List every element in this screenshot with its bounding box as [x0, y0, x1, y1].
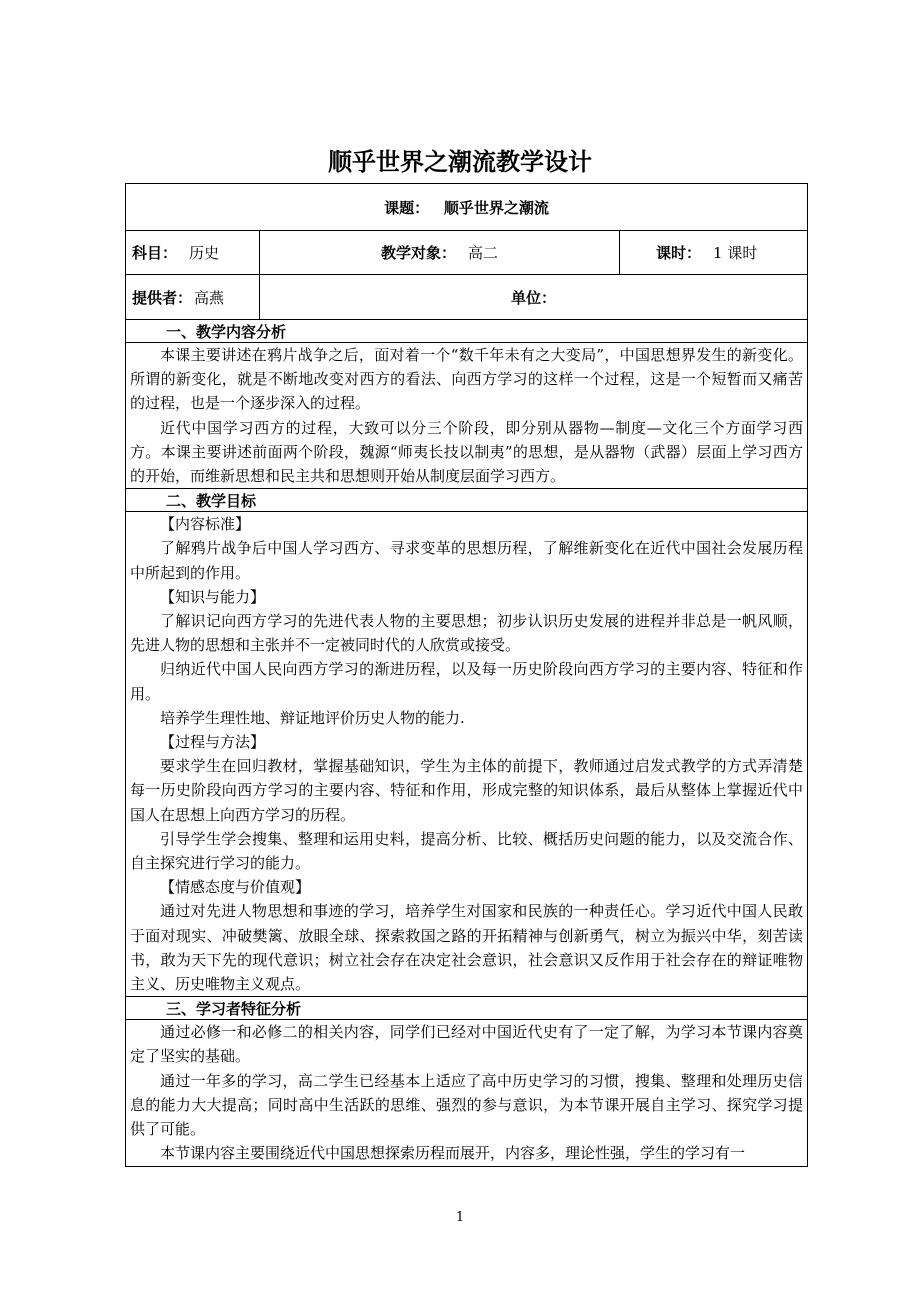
document-title: 顺乎世界之潮流教学设计 [328, 148, 592, 176]
subject-label: 科目： [132, 244, 178, 262]
section-heading-objectives: 二、教学目标 [126, 489, 808, 512]
audience-cell [260, 231, 620, 275]
paragraph: 近代中国学习西方的过程，大致可以分三个阶段，即分别从器物—制度—文化三个方面学习西方。本课主要讲述前面两个阶段，魏源“师夷长技以制夷”的思想，是从器物（武器）层面上学习西方的开始，而维新思想和民主共和思想则开始从制度层面学习西方。 [130, 418, 803, 486]
topic-label: 课题： [384, 198, 430, 217]
subheading: 【情感态度与价值观】 [160, 878, 311, 897]
section-body-content-analysis [126, 343, 808, 489]
hours-label: 课时： [656, 244, 702, 262]
section-heading-learner-analysis: 三、学习者特征分析 [126, 997, 808, 1020]
subject-value: 历史 [189, 244, 220, 262]
paragraph: 通过对先进人物思想和事迹的学习，培养学生对国家和民族的一种责任心。学习近代中国人民敢于面对现实、冲破樊篱、放眼全球、探索救国之路的开拓精神与创新勇气，树立为振兴中华，刻苦读书，敢为天下先的现代意识；树立社会存在决定社会意识，社会意识又反作用于社会存在的辩证唯物主义、历史唯物主义观点。 [130, 902, 803, 994]
subheading: 【内容标准】 [160, 515, 251, 534]
paragraph: 通过必修一和必修二的相关内容，同学们已经对中国近代史有了一定了解，为学习本节课内容奠定了坚实的基础。 [130, 1023, 803, 1066]
section-body-learner-analysis [126, 1020, 808, 1166]
subject-cell [126, 231, 260, 275]
topic-row [126, 184, 808, 231]
subheading: 【过程与方法】 [160, 733, 266, 752]
paragraph: 本节课内容主要围绕近代中国思想探索历程而展开，内容多，理论性强，学生的学习有一 [160, 1144, 746, 1163]
paragraph: 归纳近代中国人民向西方学习的渐进历程，以及每一历史阶段向西方学习的主要内容、特征和作用。 [130, 660, 803, 703]
section-heading-content-analysis: 一、教学内容分析 [126, 320, 808, 343]
paragraph: 了解识记向西方学习的先进代表人物的主要思想；初步认识历史发展的进程并非总是一帆风顺，先进人物的思想和主张并不一定被同时代的人欣赏或接受。 [130, 612, 803, 655]
hours-cell [620, 231, 808, 275]
paragraph: 要求学生在回归教材，掌握基础知识，学生为主体的前提下，教师通过启发式教学的方式弄清楚每一历史阶段向西方学习的主要内容、特征和作用，形成完整的知识体系，最后从整体上掌握近代中国人在思想上向西方学习的历程。 [130, 757, 803, 824]
paragraph: 本课主要讲述在鸦片战争之后，面对着一个“数千年未有之大变局”，中国思想界发生的新变化。所谓的新变化，就是不断地改变对西方的看法、向西方学习的这样一个过程，这是一个短暂而又痛苦的过程，也是一个逐步深入的过程。 [130, 346, 803, 413]
paragraph: 引导学生学会搜集、整理和运用史料，提高分析、比较、概括历史问题的能力，以及交流合作、自主探究进行学习的能力。 [130, 829, 803, 873]
topic-value: 顺乎世界之潮流 [443, 198, 549, 217]
unit-cell [260, 275, 808, 320]
provider-cell [126, 275, 260, 320]
subheading: 【知识与能力】 [160, 587, 266, 606]
paragraph: 了解鸦片战争后中国人学习西方、寻求变革的思想历程，了解维新变化在近代中国社会发展历程中所起到的作用。 [130, 539, 803, 582]
hours-value: 1 课时 [713, 244, 758, 262]
provider-value: 高燕 [194, 288, 225, 307]
unit-label: 单位： [510, 288, 556, 307]
paragraph: 通过一年多的学习，高二学生已经基本上适应了高中历史学习的习惯，搜集、整理和处理历史信息的能力大大提高；同时高中生活跃的思维、强烈的参与意识，为本节课开展自主学习、探究学习提供了可能。 [130, 1071, 803, 1139]
audience-label: 教学对象： [380, 244, 456, 262]
provider-label: 提供者： [132, 288, 193, 307]
section-body-objectives [126, 512, 808, 997]
audience-value: 高二 [468, 244, 499, 262]
lesson-plan-table [125, 183, 808, 1167]
paragraph: 培养学生理性地、辩证地评价历史人物的能力. [160, 708, 465, 727]
page-number: 1 [455, 1210, 465, 1225]
